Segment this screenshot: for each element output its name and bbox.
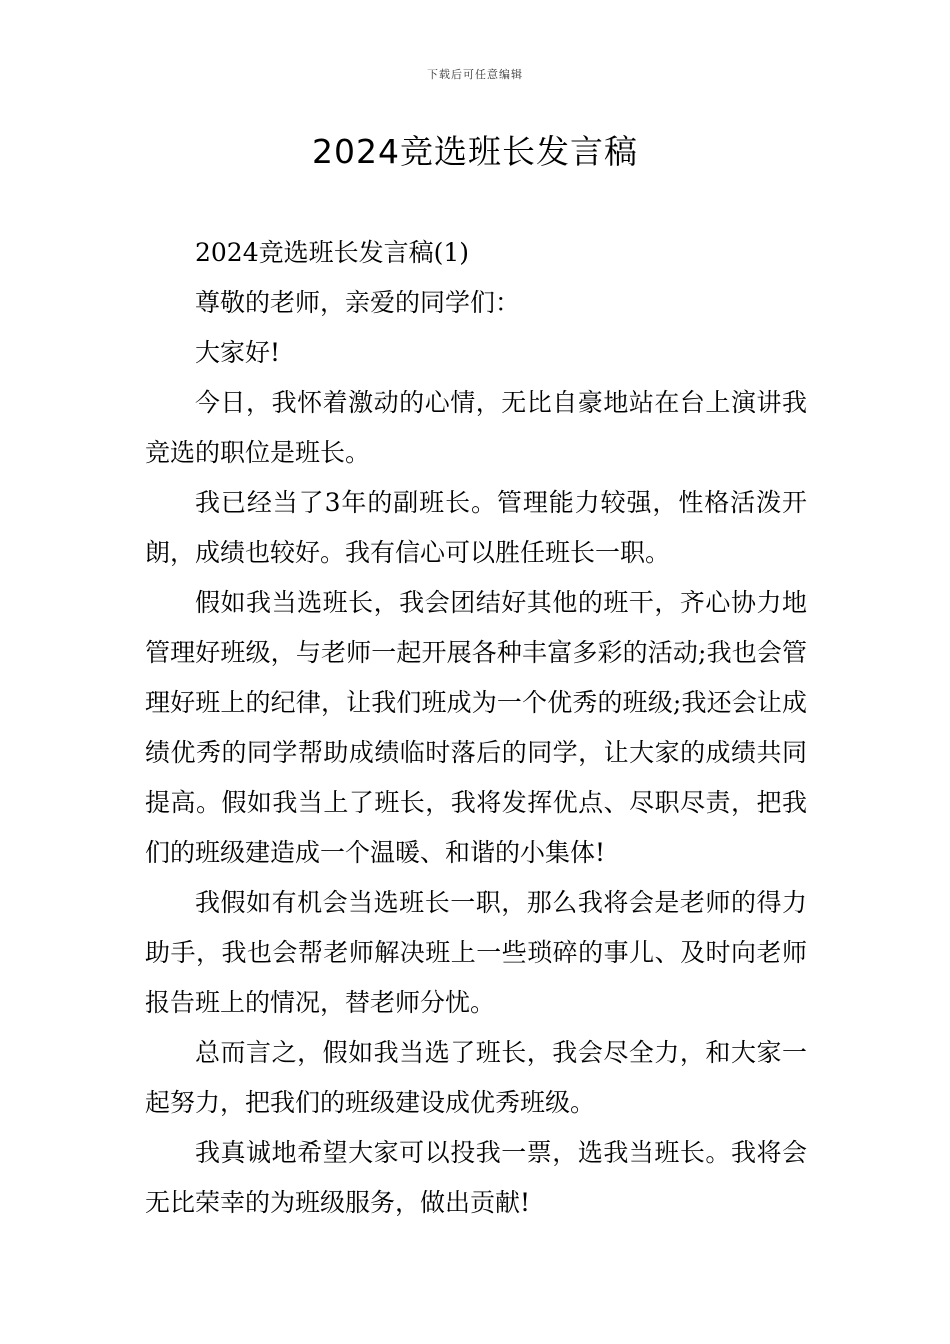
paragraph-greeting: 大家好! (195, 338, 281, 367)
document-title: 2024竞选班长发言稿 (312, 132, 638, 171)
paragraph-intro: 今日，我怀着激动的心情，无比自豪地站在台上演讲我竞选的职位是班长。 (145, 388, 807, 467)
paragraph-experience: 我已经当了3年的副班长。管理能力较强，性格活泼开朗，成绩也较好。我有信心可以胜任班长一职。 (145, 488, 807, 567)
paragraph-closing: 我真诚地希望大家可以投我一票，选我当班长。我将会无比荣幸的为班级服务，做出贡献! (145, 1138, 807, 1217)
paragraph-salutation: 尊敬的老师，亲爱的同学们： (195, 288, 521, 317)
header-note: 下载后可任意编辑 (427, 68, 523, 81)
paragraph-subtitle: 2024竞选班长发言稿(1) (195, 238, 470, 267)
paragraph-assistant: 我假如有机会当选班长一职，那么我将会是老师的得力助手，我也会帮老师解决班上一些琐碎的事儿、及时向老师报告班上的情况，替老师分忧。 (145, 888, 807, 1017)
paragraph-summary: 总而言之，假如我当选了班长，我会尽全力，和大家一起努力，把我们的班级建设成优秀班级。 (145, 1038, 807, 1117)
document-body (145, 228, 807, 1228)
paragraph-plan: 假如我当选班长，我会团结好其他的班干，齐心协力地管理好班级，与老师一起开展各种丰富多彩的活动;我也会管理好班上的纪律，让我们班成为一个优秀的班级;我还会让成绩优秀的同学帮助成绩临时落后的同学，让大家的成绩共同提高。假如我当上了班长，我将发挥优点、尽职尽责，把我们的班级建造成一个温暖、和谐的小集体! (145, 588, 807, 867)
